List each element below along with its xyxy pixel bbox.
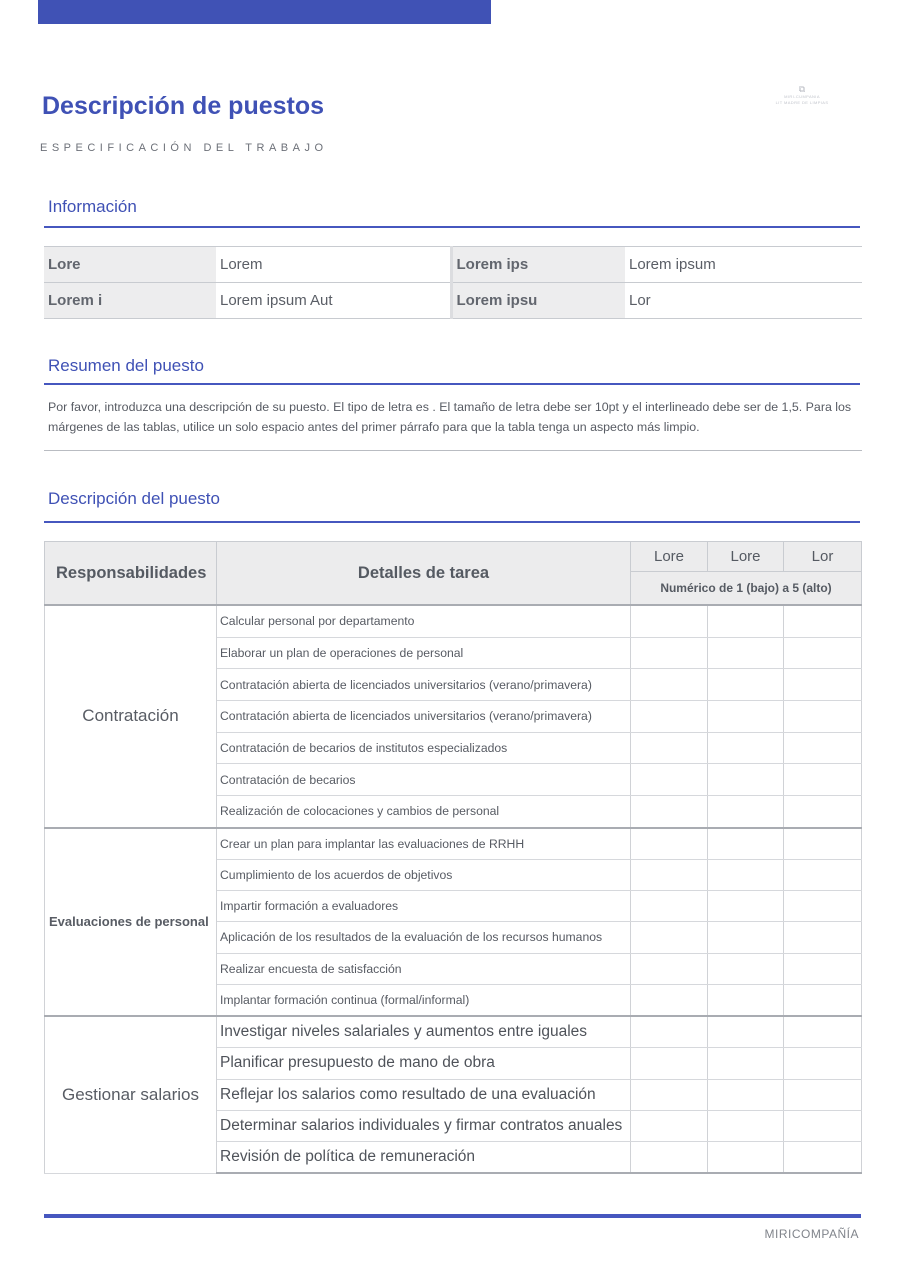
- score-cell[interactable]: [708, 1079, 784, 1110]
- info-value: Lor: [625, 283, 862, 319]
- score-cell[interactable]: [784, 669, 862, 701]
- info-row: [44, 283, 862, 319]
- task-detail: Impartir formación a evaluadores: [217, 891, 631, 922]
- task-detail: Contratación abierta de licenciados universitarios (verano/primavera): [217, 701, 631, 733]
- score-cell[interactable]: [631, 732, 708, 764]
- score-cell[interactable]: [631, 891, 708, 922]
- score-cell[interactable]: [708, 953, 784, 984]
- score-cell[interactable]: [784, 1048, 862, 1079]
- score-cell[interactable]: [631, 1016, 708, 1048]
- score-cell[interactable]: [784, 637, 862, 669]
- duties-table: [44, 541, 862, 1174]
- score-cell[interactable]: [708, 701, 784, 733]
- footer-company: MIRICOMPAÑÍA: [764, 1227, 859, 1241]
- task-detail: Crear un plan para implantar las evaluaciones de RRHH: [217, 828, 631, 860]
- score-cell[interactable]: [631, 860, 708, 891]
- page-subtitle: ESPECIFICACIÓN DEL TRABAJO: [40, 142, 328, 154]
- logo-icon: ⧉: [798, 84, 806, 94]
- task-detail: Contratación de becarios: [217, 764, 631, 796]
- score-cell[interactable]: [784, 891, 862, 922]
- logo-line-1: MIRI-CUMPANIA: [784, 94, 820, 99]
- info-section-rule: [44, 226, 860, 228]
- header-score-2: Lore: [708, 542, 784, 572]
- header-score-3: Lor: [784, 542, 862, 572]
- task-detail: Revisión de política de remuneración: [217, 1142, 631, 1174]
- score-cell[interactable]: [631, 1142, 708, 1174]
- score-cell[interactable]: [708, 1142, 784, 1174]
- page-title: Descripción de puestos: [42, 92, 325, 120]
- summary-bottom-rule: [44, 450, 862, 451]
- info-section-title: Información: [48, 197, 137, 216]
- score-cell[interactable]: [784, 922, 862, 953]
- score-cell[interactable]: [631, 1079, 708, 1110]
- score-cell[interactable]: [708, 922, 784, 953]
- score-cell[interactable]: [708, 828, 784, 860]
- score-cell[interactable]: [708, 1110, 784, 1141]
- task-detail: Realización de colocaciones y cambios de personal: [217, 796, 631, 828]
- score-cell[interactable]: [784, 1016, 862, 1048]
- header-responsibilities: Responsabilidades: [45, 542, 217, 606]
- score-cell[interactable]: [631, 605, 708, 637]
- score-cell[interactable]: [708, 764, 784, 796]
- score-cell[interactable]: [784, 860, 862, 891]
- duty-group-evaluations: [45, 828, 862, 1016]
- score-cell[interactable]: [784, 1079, 862, 1110]
- score-cell[interactable]: [784, 732, 862, 764]
- task-detail: Cumplimiento de los acuerdos de objetivos: [217, 860, 631, 891]
- info-row: [44, 247, 862, 283]
- header-scale-note: Numérico de 1 (bajo) a 5 (alto): [631, 572, 862, 606]
- table-row: [45, 1016, 862, 1048]
- task-detail: Determinar salarios individuales y firmar contratos anuales: [217, 1110, 631, 1141]
- score-cell[interactable]: [631, 984, 708, 1016]
- group-name: Gestionar salarios: [45, 1016, 217, 1173]
- info-label: Lorem i: [44, 283, 216, 319]
- score-cell[interactable]: [631, 922, 708, 953]
- score-cell[interactable]: [708, 796, 784, 828]
- score-cell[interactable]: [631, 637, 708, 669]
- score-cell[interactable]: [784, 701, 862, 733]
- score-cell[interactable]: [708, 860, 784, 891]
- info-label: Lorem ipsu: [451, 283, 625, 319]
- score-cell[interactable]: [631, 764, 708, 796]
- score-cell[interactable]: [784, 984, 862, 1016]
- score-cell[interactable]: [784, 828, 862, 860]
- description-section-title: Descripción del puesto: [48, 489, 220, 508]
- duty-group-hiring: [45, 605, 862, 828]
- score-cell[interactable]: [631, 669, 708, 701]
- score-cell[interactable]: [708, 891, 784, 922]
- table-row: [45, 828, 862, 860]
- info-table: [44, 246, 862, 319]
- score-cell[interactable]: [631, 1110, 708, 1141]
- info-value: Lorem: [216, 247, 451, 283]
- task-detail: Implantar formación continua (formal/informal): [217, 984, 631, 1016]
- task-detail: Calcular personal por departamento: [217, 605, 631, 637]
- task-detail: Elaborar un plan de operaciones de personal: [217, 637, 631, 669]
- task-detail: Investigar niveles salariales y aumentos entre iguales: [217, 1016, 631, 1048]
- company-logo: [758, 84, 846, 116]
- info-label: Lore: [44, 247, 216, 283]
- score-cell[interactable]: [784, 605, 862, 637]
- task-detail: Planificar presupuesto de mano de obra: [217, 1048, 631, 1079]
- info-value: Lorem ipsum Aut: [216, 283, 451, 319]
- table-row: [45, 605, 862, 637]
- score-cell[interactable]: [631, 1048, 708, 1079]
- summary-text: Por favor, introduzca una descripción de su puesto. El tipo de letra es . El tamaño de letra debe ser 10pt y el interlineado debe ser de 1,5. Para los márgenes de las tablas, utilice un solo espacio antes del primer párrafo para que la tabla tenga un aspecto más limpio.: [48, 400, 852, 434]
- score-cell[interactable]: [631, 701, 708, 733]
- score-cell[interactable]: [708, 1048, 784, 1079]
- logo-line-2: LIT MADRE DE LIMPIAS: [775, 100, 829, 105]
- task-detail: Contratación abierta de licenciados universitarios (verano/primavera): [217, 669, 631, 701]
- score-cell[interactable]: [708, 605, 784, 637]
- header-task-details: Detalles de tarea: [217, 542, 631, 606]
- score-cell[interactable]: [708, 984, 784, 1016]
- score-cell[interactable]: [708, 669, 784, 701]
- header-score-1: Lore: [631, 542, 708, 572]
- score-cell[interactable]: [784, 1142, 862, 1174]
- score-cell[interactable]: [631, 953, 708, 984]
- score-cell[interactable]: [708, 1016, 784, 1048]
- task-detail: Contratación de becarios de institutos especializados: [217, 732, 631, 764]
- score-cell[interactable]: [708, 732, 784, 764]
- summary-section-rule: [44, 383, 860, 385]
- score-cell[interactable]: [708, 637, 784, 669]
- score-cell[interactable]: [631, 828, 708, 860]
- score-cell[interactable]: [784, 1110, 862, 1141]
- top-accent-bar: [38, 0, 491, 24]
- score-cell[interactable]: [784, 764, 862, 796]
- footer-rule: [44, 1214, 861, 1218]
- task-detail: Realizar encuesta de satisfacción: [217, 953, 631, 984]
- task-detail: Aplicación de los resultados de la evaluación de los recursos humanos: [217, 922, 631, 953]
- description-section-rule: [44, 521, 860, 523]
- group-name: Contratación: [45, 605, 217, 828]
- score-cell[interactable]: [784, 796, 862, 828]
- score-cell[interactable]: [784, 953, 862, 984]
- info-value: Lorem ipsum: [625, 247, 862, 283]
- duty-group-salaries: [45, 1016, 862, 1173]
- info-label: Lorem ips: [451, 247, 625, 283]
- task-detail: Reflejar los salarios como resultado de una evaluación: [217, 1079, 631, 1110]
- group-name: Evaluaciones de personal: [45, 828, 217, 1016]
- summary-section-title: Resumen del puesto: [48, 356, 204, 375]
- score-cell[interactable]: [631, 796, 708, 828]
